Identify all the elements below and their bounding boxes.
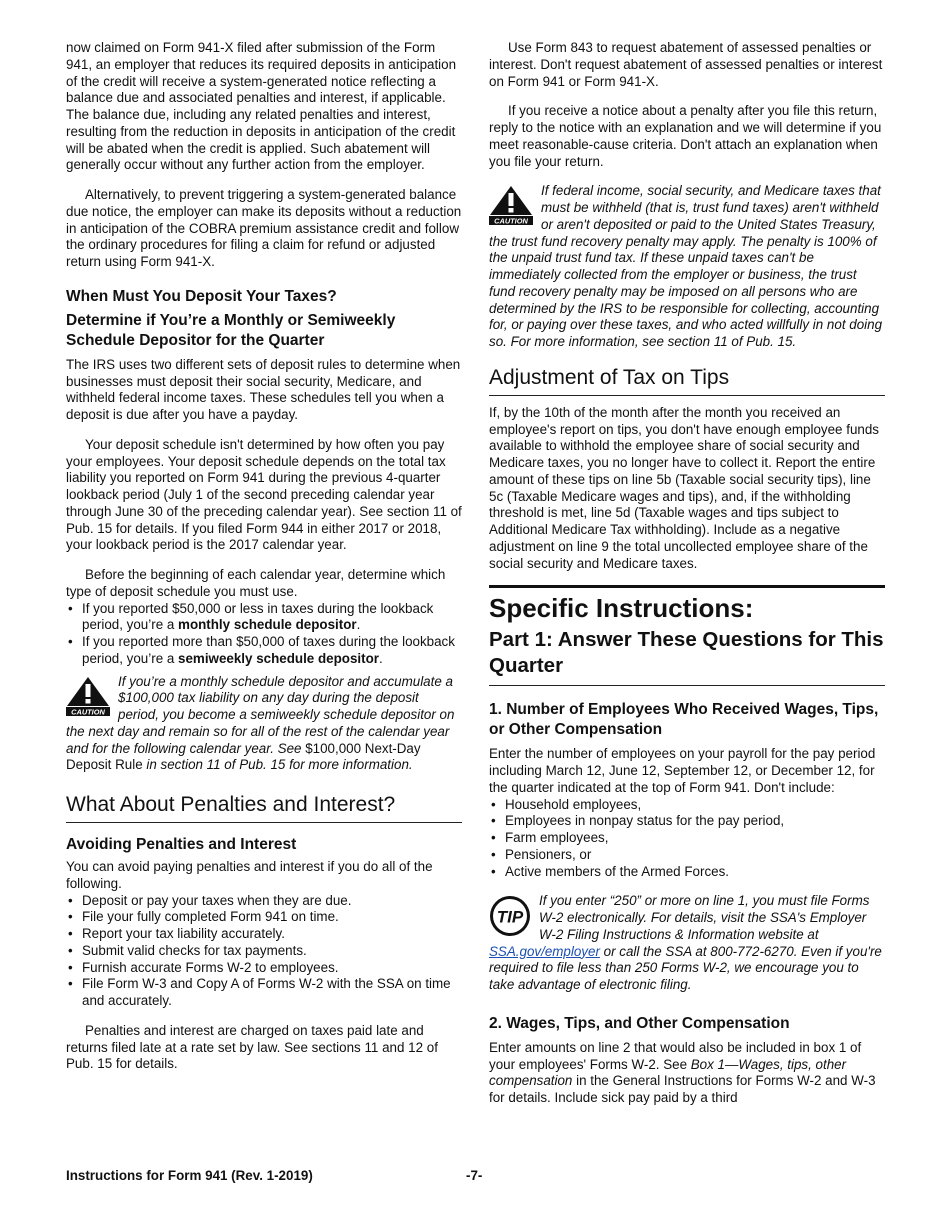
caution-icon — [66, 676, 110, 716]
tip-icon — [489, 895, 531, 937]
heading-avoiding-penalties: Avoiding Penalties and Interest — [66, 836, 297, 853]
deposit-rules-paragraph: The IRS uses two different sets of deposit rules to determine when businesses must deposit their social security, Medicare, and withheld federal income taxes. These schedules tell you when a deposit is due after you have a payday. — [66, 356, 461, 422]
employees-paragraph: Enter the number of employees on your payroll for the pay period including March 12, June 12, September 12, or December 12, for the quarter indicated at the top of Form 941. Don't include: — [489, 746, 876, 795]
excluded-employees-list — [489, 797, 885, 881]
deposit-schedule-paragraph: Your deposit schedule isn't determined by how often you pay your employees. Your deposit schedule depends on the total tax liability you reported on Form 941 during the previous 4-quarter lookback period (July 1 of the second preceding calendar year through June 30 of the preceding calendar year). See section 11 of Pub. 15 for details. If you filed Form 944 in either 2017 or 2018, your lookback period is the 2017 calendar year. — [66, 436, 462, 553]
penalty-notice-paragraph: If you receive a notice about a penalty after you file this return, reply to the notice with an explanation and we will determine if you meet reasonable-cause criteria. Don't attach an explanation when you file your return. — [489, 103, 882, 169]
heading-tips-adjustment: Adjustment of Tax on Tips — [489, 365, 885, 396]
caution-icon — [489, 185, 533, 225]
list-item: • If you reported more than $50,000 of taxes during the lookback period, you’re a semiweekly schedule depositor. — [66, 634, 462, 668]
svg-text:CAUTION: CAUTION — [71, 706, 105, 716]
heading-when-deposit: When Must You Deposit Your Taxes? — [66, 287, 337, 305]
heading-determine-depositor: Determine if You’re a Monthly or Semiweekly Schedule Depositor for the Quarter — [66, 311, 396, 349]
page-number: -7- — [466, 1168, 483, 1183]
list-item: • Submit valid checks for tax payments. — [66, 943, 462, 960]
list-item: • Employees in nonpay status for the pay period, — [489, 813, 885, 830]
heading-penalties: What About Penalties and Interest? — [66, 792, 462, 823]
heading-part-1: Part 1: Answer These Questions for This Quarter — [489, 627, 885, 686]
wages-paragraph: Enter amounts on line 2 that would also be included in box 1 of your employees' Forms W-2. See Box 1—Wages, tips, other compensation in the General Instructions for Forms W-2 and W-3 for details. Include sick pay paid by a third — [489, 1039, 876, 1105]
heading-number-of-employees: 1. Number of Employees Who Received Wages, Tips, or Other Compensation — [489, 701, 879, 739]
tips-paragraph: If, by the 10th of the month after the month you received an employee's report on tips, you don't have enough employee funds available to withhold the employee share of social security and Medicare taxes, you no longer have to collect it. Report the entire amount of these tips on line 5b (Taxable social security tips), line 5c (Taxable Medicare wages and tips), and, if the withholding threshold is met, line 5d (Taxable wages and tips subject to Additional Medicare Tax withholding). Include as a negative adjustment on line 9 the total uncollected employee share of the social security and Medicare taxes. — [489, 404, 879, 571]
footer-document-title: Instructions for Form 941 (Rev. 1-2019) — [66, 1168, 313, 1183]
svg-text:CAUTION: CAUTION — [494, 216, 528, 226]
form-843-paragraph: Use Form 843 to request abatement of assessed penalties or interest. Don't request abatement of assessed penalties or interest on Form 941 or Form 941-X. — [489, 40, 883, 89]
list-item: • Report your tax liability accurately. — [66, 926, 462, 943]
list-item: • Pensioners, or — [489, 847, 885, 864]
list-item: • If you reported $50,000 or less in taxes during the lookback period, you’re a monthly schedule depositor. — [66, 601, 462, 635]
list-item: • File Form W-3 and Copy A of Forms W-2 with the SSA on time and accurately. — [66, 976, 462, 1010]
list-item: • Deposit or pay your taxes when they are due. — [66, 893, 462, 910]
alternatively-paragraph: Alternatively, to prevent triggering a system-generated balance due notice, the employer can make its deposits without a reduction in anticipation of the COBRA premium assistance credit and follow the ordinary procedures for filing a claim for refund or adjusted return using Form 941-X. — [66, 187, 462, 269]
tip-note-w2: TIP If you enter “250” or more on line 1, you must file Forms W-2 electronically. For details, visit the SSA's Employer W-2 Filing Instructions & Information website at SSA.gov/employer or call the SSA at 800-772-6270. Even if you're required to file less than 250 Forms W-2, we encourage you to take advantage of electronic filing. — [489, 893, 882, 992]
penalties-charged-paragraph: Penalties and interest are charged on taxes paid late and returns filed late at a rate set by law. See sections 11 and 12 of Pub. 15 for details. — [66, 1022, 438, 1072]
list-item: • Household employees, — [489, 797, 885, 814]
depositor-type-list — [66, 601, 462, 668]
cobra-paragraph: now claimed on Form 941-X filed after submission of the Form 941, an employer that reduces its required deposits in anticipation of the credit will receive a system-generated notice reflecting a balance due and associated penalties and interest, if applicable. The balance due, including any related penalties and interest, resulting from the reduction in deposits in anticipation of the credit will be abated when the credit is applied. Such abatement will generally occur without any further action from the employer. — [66, 40, 457, 173]
caution-note-monthly: CAUTION If you’re a monthly schedule depositor and accumulate a $100,000 tax liability on any day during the deposit period, you become a semiweekly schedule depositor on the next day and remain so for all of the rest of the calendar year and for the following calendar year. See $100,000 Next-Day Deposit Rule in section 11 of Pub. 15 for more information. — [66, 673, 455, 773]
avoid-penalties-list — [66, 893, 462, 1010]
left-column — [66, 40, 462, 1086]
right-column — [489, 40, 885, 1120]
heading-wages-tips: 2. Wages, Tips, and Other Compensation — [489, 1014, 790, 1032]
avoid-intro-paragraph: You can avoid paying penalties and interest if you do all of the following. — [66, 859, 433, 891]
caution-note-trust-fund: CAUTION If federal income, social security, and Medicare taxes that must be withheld (that is, trust fund taxes) aren't withheld or aren't deposited or paid to the United States Treasury, the trust fund recovery penalty may apply. The penalty is 100% of the unpaid trust fund tax. If these unpaid taxes can't be immediately collected from the employer or business, the trust fund recovery penalty may be imposed on all persons who are determined by the IRS to be responsible for collecting, accounting for, or paying over these taxes, and who acted willfully in not doing so. For more information, see section 11 of Pub. 15. — [489, 183, 883, 349]
ssa-employer-link[interactable]: SSA.gov/employer — [489, 943, 600, 959]
before-calendar-paragraph: Before the beginning of each calendar year, determine which type of deposit schedule you must use. — [66, 567, 446, 599]
svg-text:TIP: TIP — [496, 907, 524, 927]
list-item: • Active members of the Armed Forces. — [489, 864, 885, 881]
list-item: • Furnish accurate Forms W-2 to employees. — [66, 960, 462, 977]
list-item: • Farm employees, — [489, 830, 885, 847]
heading-specific-instructions: Specific Instructions: — [489, 585, 885, 623]
list-item: • File your fully completed Form 941 on time. — [66, 909, 462, 926]
